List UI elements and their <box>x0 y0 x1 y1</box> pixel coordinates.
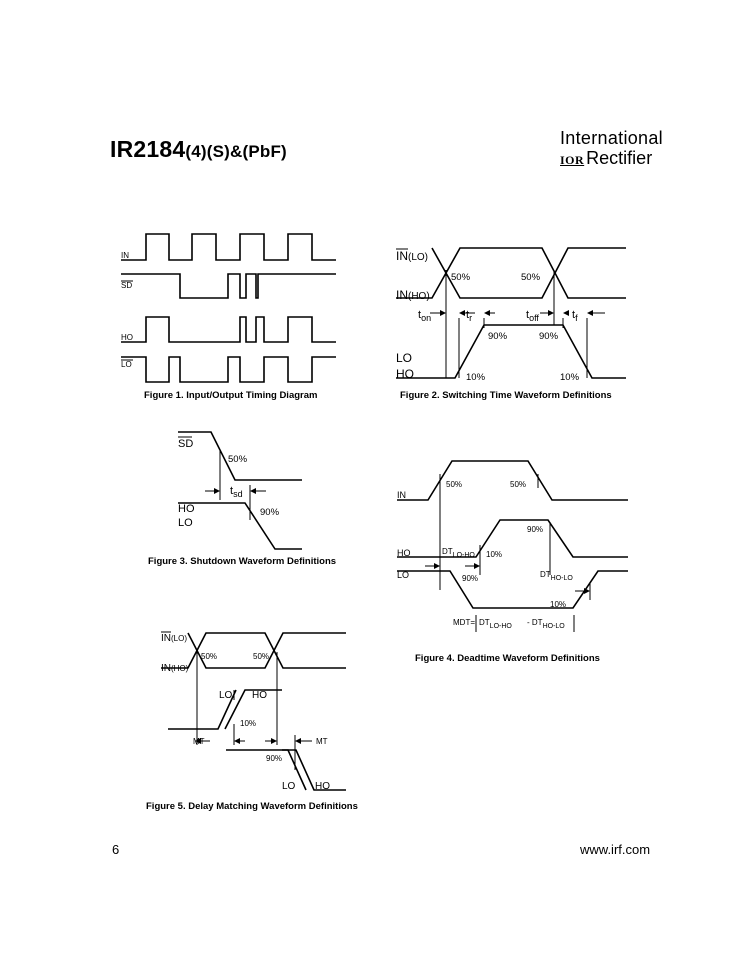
fig3-wave-output <box>178 503 302 549</box>
fig4-pct10-low: 10% <box>550 600 567 609</box>
fig2-label-in-lo: IN(LO) <box>396 249 428 263</box>
fig1-wave-in <box>121 234 336 260</box>
fig3-pct90: 90% <box>260 507 280 518</box>
fig1-wave-lo <box>121 357 336 382</box>
fig2-label-toff: $t_{off}$ <box>526 309 539 323</box>
fig3-label-tsd: $t_{sd}$ <box>230 485 243 499</box>
website-link[interactable]: www.irf.com <box>580 842 651 857</box>
fig2-pct10-b: 10% <box>560 372 580 383</box>
fig4-label-mdt: MDT= <box>453 618 475 627</box>
fig2-wave-in-ho <box>396 248 626 298</box>
part-number-suffix: (4)(S)&(PbF) <box>185 142 287 161</box>
fig1-wave-ho <box>121 317 336 342</box>
fig4-pct90-top: 90% <box>527 525 544 534</box>
fig5-wave-in-ho <box>161 633 346 668</box>
fig1-label-sd: SD <box>121 281 133 290</box>
fig2-label-lo: LO <box>396 351 413 365</box>
fig4-pct90-low: 90% <box>462 574 479 583</box>
fig3-caption: Figure 3. Shutdown Waveform Definitions <box>148 556 337 567</box>
fig3-label-lo: LO <box>178 517 193 529</box>
fig4-pct10-mid: 10% <box>486 550 503 559</box>
fig2-label-tr: $t_r$ <box>466 309 473 323</box>
fig2-pct90-a: 90% <box>488 331 508 342</box>
fig5-label-mt-left: MT <box>193 737 205 746</box>
fig1-wave-sd <box>121 274 336 298</box>
logo-rectifier-text: Rectifier <box>586 148 653 168</box>
fig3-pct50: 50% <box>228 454 248 465</box>
figure1-input-output-timing <box>121 234 336 401</box>
fig5-label-ho-bot: HO <box>315 781 330 792</box>
part-number-main: IR2184 <box>110 136 186 162</box>
fig1-label-in: IN <box>121 251 129 260</box>
fig3-label-sd: SD <box>178 438 194 450</box>
fig4-label-in: IN <box>397 490 406 500</box>
fig5-pct50-b: 50% <box>253 652 270 661</box>
fig2-caption: Figure 2. Switching Time Waveform Definitions <box>400 390 612 401</box>
fig5-label-lo-bot: LO <box>282 781 296 792</box>
fig5-label-in-lo: IN(LO) <box>161 633 187 644</box>
figure2-switching-time <box>396 248 626 401</box>
fig4-wave-ho <box>397 520 628 557</box>
fig4-label-ho: HO <box>397 548 411 558</box>
fig2-label-in-ho: IN(HO) <box>396 288 430 302</box>
fig4-mdt-term-a: DTLO-HO <box>479 618 512 630</box>
fig2-pct10-a: 10% <box>466 372 486 383</box>
fig1-label-lo: LO <box>121 360 132 369</box>
fig5-label-ho-top: HO <box>252 690 267 701</box>
fig4-label-dt-ho-lo: DTHO-LO <box>540 570 573 582</box>
fig1-caption: Figure 1. Input/Output Timing Diagram <box>144 390 318 401</box>
fig2-pct50-a: 50% <box>451 272 471 283</box>
fig5-label-in-ho: IN(HO) <box>161 663 189 674</box>
fig5-label-lo-top: LO <box>219 690 233 701</box>
figure3-shutdown <box>148 432 336 567</box>
fig2-pct50-b: 50% <box>521 272 541 283</box>
fig4-pct50-a: 50% <box>446 480 463 489</box>
logo-line-international: International <box>560 128 663 148</box>
fig5-pct10: 10% <box>240 719 257 728</box>
fig2-label-ho: HO <box>396 367 414 381</box>
fig4-wave-lo <box>397 571 628 608</box>
fig5-pct90: 90% <box>266 754 283 763</box>
fig5-pct50-a: 50% <box>201 652 218 661</box>
fig2-label-tf: $t_f$ <box>572 309 578 323</box>
logo-ior-mark: IOR <box>560 153 585 167</box>
fig3-label-ho: HO <box>178 503 195 515</box>
fig2-pct90-b: 90% <box>539 331 559 342</box>
fig5-label-mt-right: MT <box>316 737 328 746</box>
fig4-label-lo: LO <box>397 570 410 580</box>
figure4-deadtime <box>397 461 628 664</box>
fig4-label-dt-lo-ho: DTLO-HO <box>442 547 475 559</box>
fig2-label-ton: $t_{on}$ <box>418 309 432 323</box>
fig4-pct50-b: 50% <box>510 480 527 489</box>
fig4-caption: Figure 4. Deadtime Waveform Definitions <box>415 653 600 664</box>
fig5-caption: Figure 5. Delay Matching Waveform Definitions <box>146 801 358 812</box>
fig4-mdt-term-b: - DTHO-LO <box>527 618 565 630</box>
page-number: 6 <box>112 842 120 857</box>
figure5-delay-matching <box>146 632 358 812</box>
fig1-label-ho: HO <box>121 333 133 342</box>
fig2-wave-output <box>396 325 626 378</box>
